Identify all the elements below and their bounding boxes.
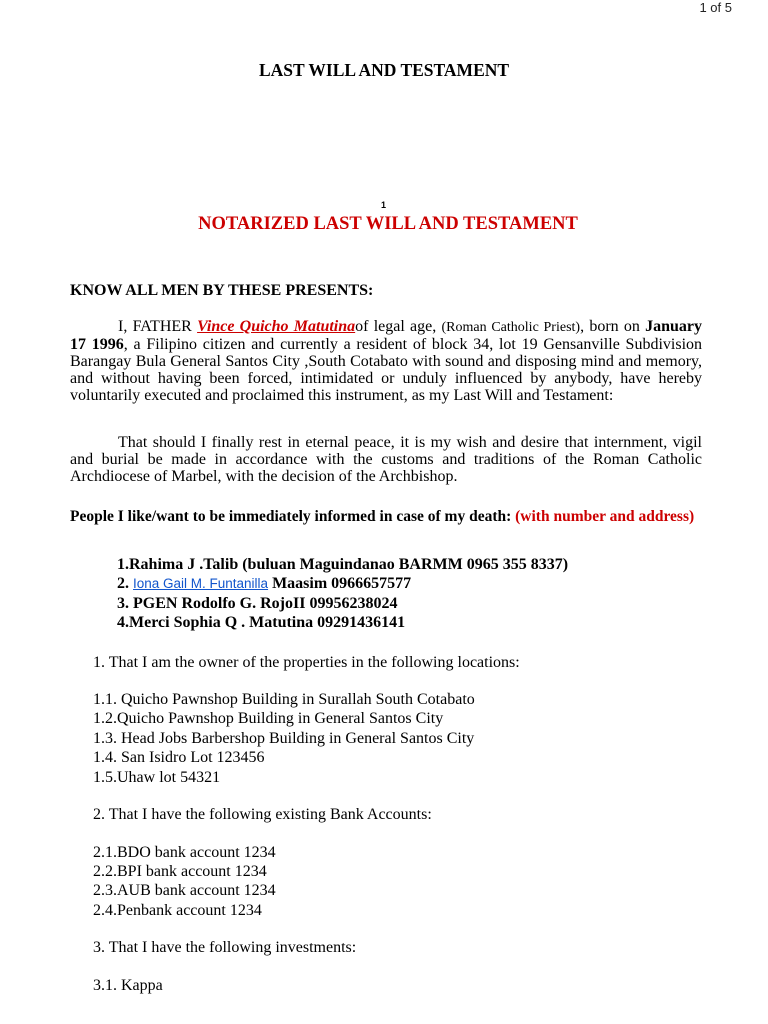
contact-prefix: 2. xyxy=(117,575,133,592)
page-indicator: 1 of 5 xyxy=(699,0,732,15)
contact-details: Maasim 0966657577 xyxy=(268,575,412,592)
contact-item xyxy=(117,575,411,593)
property-item: 1.3. Head Jobs Barbershop Building in General Santos City xyxy=(93,730,475,747)
bank-account-item: 2.3.AUB bank account 1234 xyxy=(93,882,276,899)
burial-paragraph: That should I finally rest in eternal peace, it is my wish and desire that internment, vigil and burial be made in accordance with the customs and traditions of the Roman Catholic Archdiocese of Marbel, with the decision of the Archbishop. xyxy=(70,434,702,485)
declaration-intro: I, FATHER xyxy=(118,318,198,335)
declaration-paragraph xyxy=(70,318,702,404)
property-item: 1.1. Quicho Pawnshop Building in Surallah South Cotabato xyxy=(93,691,475,708)
bank-account-item: 2.1.BDO bank account 1234 xyxy=(93,844,276,861)
property-item: 1.4. San Isidro Lot 123456 xyxy=(93,749,265,766)
declaration-born: , born on xyxy=(580,318,646,335)
testator-occupation: (Roman Catholic Priest) xyxy=(441,320,581,335)
property-item: 1.2.Quicho Pawnshop Building in General Santos City xyxy=(93,710,444,727)
investment-item: 3.1. Kappa xyxy=(93,977,163,994)
people-to-inform-heading xyxy=(70,508,710,525)
document-title: LAST WILL AND TESTAMENT xyxy=(258,60,510,80)
investments-heading: 3. That I have the following investments: xyxy=(93,939,357,956)
property-item: 1.5.Uhaw lot 54321 xyxy=(93,769,221,786)
bank-accounts-heading: 2. That I have the following existing Bank Accounts: xyxy=(93,806,432,823)
contact-item: 4.Merci Sophia Q . Matutina 09291436141 xyxy=(117,614,406,631)
declaration-age: of legal age, xyxy=(355,318,442,335)
properties-heading: 1. That I am the owner of the properties in the following locations: xyxy=(93,654,520,671)
declaration-rest: , a Filipino citizen and currently a resident of block 34, lot 19 Gensanville Subdivision Barangay Bula General Santos City ,South Cotabato with sound and disposing mind and memory, and without having been forced, intimidated or unduly influenced by anybody, have hereby voluntarily executed and proclaimed this instrument, as my Last Will and Testament: xyxy=(70,336,703,404)
footnote-marker: 1 xyxy=(381,200,387,210)
contact-name-link[interactable]: Iona Gail M. Funtanilla xyxy=(133,576,269,591)
document-subtitle: NOTARIZED LAST WILL AND TESTAMENT xyxy=(198,214,578,234)
contact-item: 3. PGEN Rodolfo G. RojoII 09956238024 xyxy=(117,595,398,612)
testator-name: Vince Quicho Matutina xyxy=(197,318,356,335)
people-heading-text: People I like/want to be immediately informed in case of my death: xyxy=(70,508,516,525)
bank-account-item: 2.2.BPI bank account 1234 xyxy=(93,863,267,880)
birth-date: January 17 1996 xyxy=(70,318,703,353)
bank-account-item: 2.4.Penbank account 1234 xyxy=(93,902,262,919)
people-heading-note: (with number and address) xyxy=(515,508,695,525)
contact-item: 1.Rahima J .Talib (buluan Maguindanao BARMM 0965 355 8337) xyxy=(117,556,569,573)
know-all-men-heading: KNOW ALL MEN BY THESE PRESENTS: xyxy=(70,282,374,299)
